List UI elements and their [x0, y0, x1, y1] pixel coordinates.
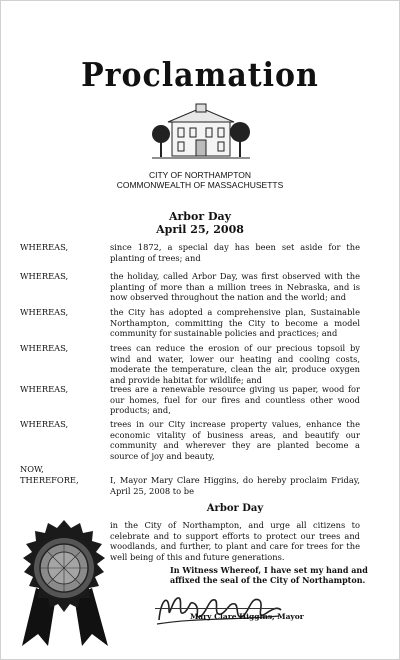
whereas-label: WHEREAS,	[20, 343, 69, 353]
subject-heading	[0, 210, 400, 236]
whereas-label: WHEREAS,	[20, 384, 69, 394]
now-label: NOW,	[20, 464, 44, 474]
city-name: CITY OF NORTHAMPTON	[148, 170, 251, 180]
witness-statement: In Witness Whereof, I have set my hand and affixed the seal of the City of Northampton.	[170, 565, 368, 585]
proclaim-text: I, Mayor Mary Clare Higgins, do hereby proclaim Friday, April 25, 2008 to be	[110, 475, 360, 496]
mayor-name: Mary Clare Higgins, Mayor	[190, 612, 304, 621]
city-seal-image	[16, 518, 112, 648]
city-hall-illustration	[152, 102, 250, 164]
whereas-label: WHEREAS,	[20, 307, 69, 317]
subject-date: April 25, 2008	[156, 223, 244, 236]
whereas-text: trees are a renewable resource giving us paper, wood for our homes, fuel for our fires and countless other wood products; and,	[110, 384, 360, 415]
subject-title: Arbor Day	[168, 210, 232, 223]
whereas-text: since 1872, a special day has been set aside for the planting of trees; and	[110, 242, 360, 263]
whereas-text: trees in our City increase property values, enhance the economic vitality of business areas, and beautify our community and wherever they are planted become a source of joy and beauty,	[110, 419, 360, 461]
proclamation-title: Proclamation	[81, 56, 319, 95]
signature-line	[155, 608, 275, 609]
whereas-text: the holiday, called Arbor Day, was first observed with the planting of more than a million trees in Nebraska, and is now observed throughout the nation and the world; and	[110, 271, 360, 302]
therefore-label: THEREFORE,	[20, 475, 79, 485]
mayor-signature	[155, 590, 285, 628]
whereas-label: WHEREAS,	[20, 242, 69, 252]
commonwealth-name: COMMONWEALTH OF MASSACHUSETTS	[116, 180, 284, 190]
whereas-text: the City has adopted a comprehensive plan, Sustainable Northampton, committing the City to become a model community for sustainable policies and practices; and	[110, 307, 360, 338]
whereas-label: WHEREAS,	[20, 419, 69, 429]
whereas-text: trees can reduce the erosion of our precious topsoil by wind and water, lower our heating and cooling costs, moderate the temperature, clean the air, produce oxygen and provide habitat for wildlife; and	[110, 343, 360, 385]
arbor-day-heading: Arbor Day	[206, 503, 264, 514]
whereas-label: WHEREAS,	[20, 271, 69, 281]
city-heading	[0, 170, 400, 190]
closing-text: in the City of Northampton, and urge all citizens to celebrate and to support efforts to protect our trees and woodlands, and further, to plant and care for trees for the well being of this and future generations.	[110, 520, 360, 562]
